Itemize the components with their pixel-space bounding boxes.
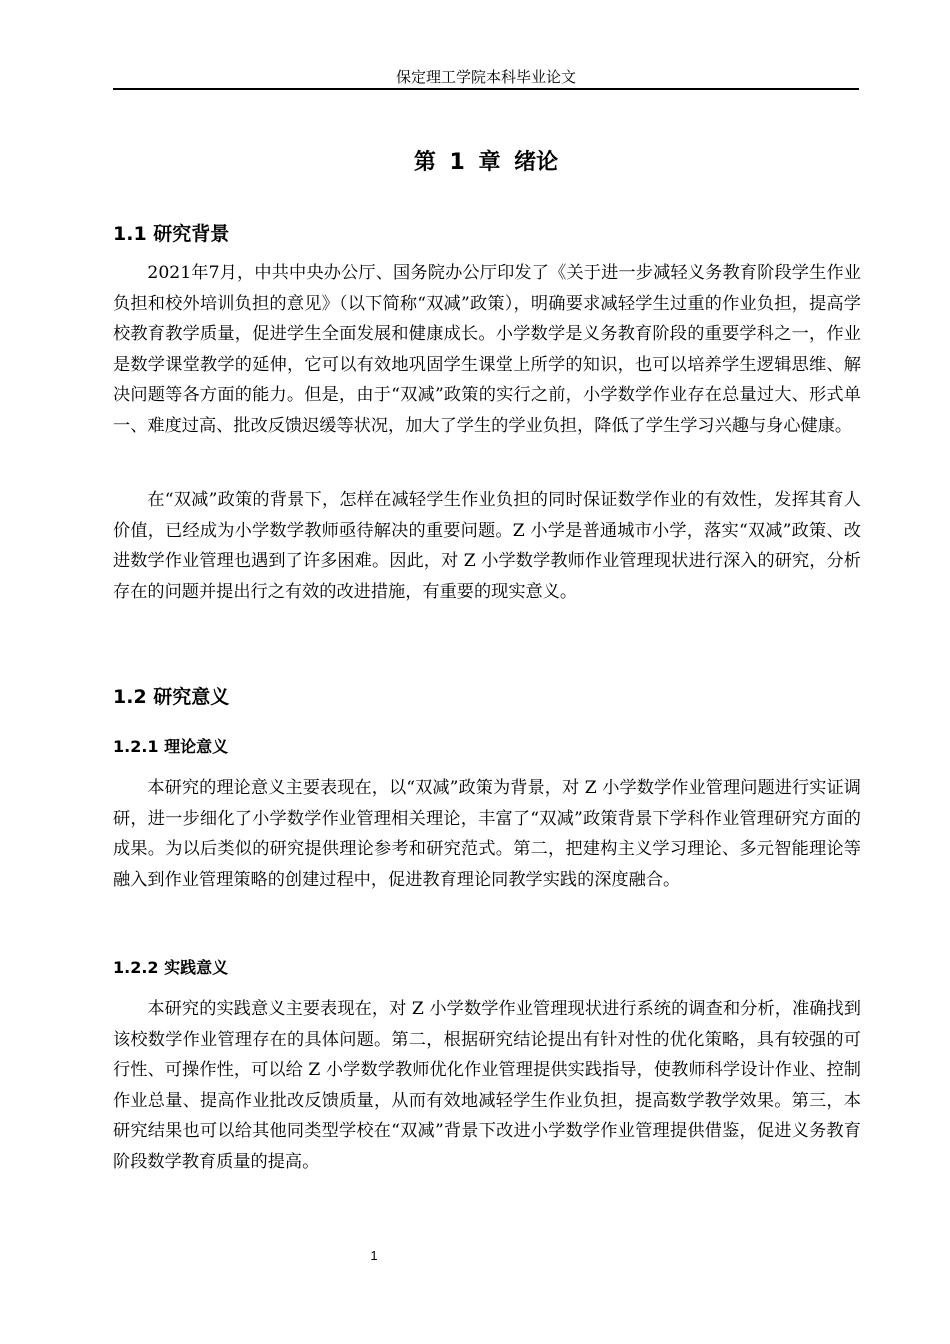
paragraph-practice: 本研究的实践意义主要表现在，对 Z 小学数学作业管理现状进行系统的调查和分析，准确找到该校数学作业管理存在的具体问题。第二，根据研究结论提出有针对性的优化策略，具有较强的可行性、可操作性，可以给 Z 小学数学教师优化作业管理提供实践指导，使教师科学设计作业、控制作业总量、提高作业批改反馈质量，从而有效地减轻学生作业负担，提高数学教学效果。第三，本研究结果也可以给其他同类型学校在“双减”背景下改进小学数学作业管理提供借鉴，促进义务教育阶段数学教育质量的提高。: [113, 999, 861, 1172]
page-number: 1: [370, 1248, 378, 1263]
section-heading-background: 1.1 研究背景: [113, 223, 230, 245]
paragraph-background-2: 在“双减”政策的背景下，怎样在减轻学生作业负担的同时保证数学作业的有效性，发挥其育人价值，已经成为小学数学教师亟待解决的重要问题。Z 小学是普通城市小学，落实“双减”政策、改进数学作业管理也遇到了许多困难。因此，对 Z 小学数学教师作业管理现状进行深入的研究，分析存在的问题并提出行之有效的改进措施，有重要的现实意义。: [113, 490, 861, 602]
running-header: 保定理工学院本科毕业论文: [395, 68, 576, 86]
chapter-title: 第 1 章 绪论: [413, 150, 559, 175]
header-rule: [113, 88, 859, 90]
subsection-heading-practice: 1.2.2 实践意义: [113, 958, 229, 977]
paragraph-theory: 本研究的理论意义主要表现在，以“双减”政策为背景，对 Z 小学数学作业管理问题进行实证调研，进一步细化了小学数学作业管理相关理论，丰富了“双减”政策背景下学科作业管理研究方面的成果。为以后类似的研究提供理论参考和研究范式。第二，把建构主义学习理论、多元智能理论等融入到作业管理策略的创建过程中，促进教育理论同教学实践的深度融合。: [113, 778, 861, 890]
subsection-heading-theory: 1.2.1 理论意义: [113, 737, 229, 756]
paragraph-background-1: 2021年7月，中共中央办公厅、国务院办公厅印发了《关于进一步减轻义务教育阶段学生作业负担和校外培训负担的意见》（以下简称“双减”政策），明确要求减轻学生过重的作业负担，提高学校教育教学质量，促进学生全面发展和健康成长。小学数学是义务教育阶段的重要学科之一，作业是数学课堂教学的延伸，它可以有效地巩固学生课堂上所学的知识，也可以培养学生逻辑思维、解决问题等各方面的能力。但是，由于“双减”政策的实行之前，小学数学作业存在总量过大、形式单一、难度过高、批改反馈迟缓等状况，加大了学生的学业负担，降低了学生学习兴趣与身心健康。: [113, 263, 861, 436]
section-heading-significance: 1.2 研究意义: [113, 686, 230, 708]
